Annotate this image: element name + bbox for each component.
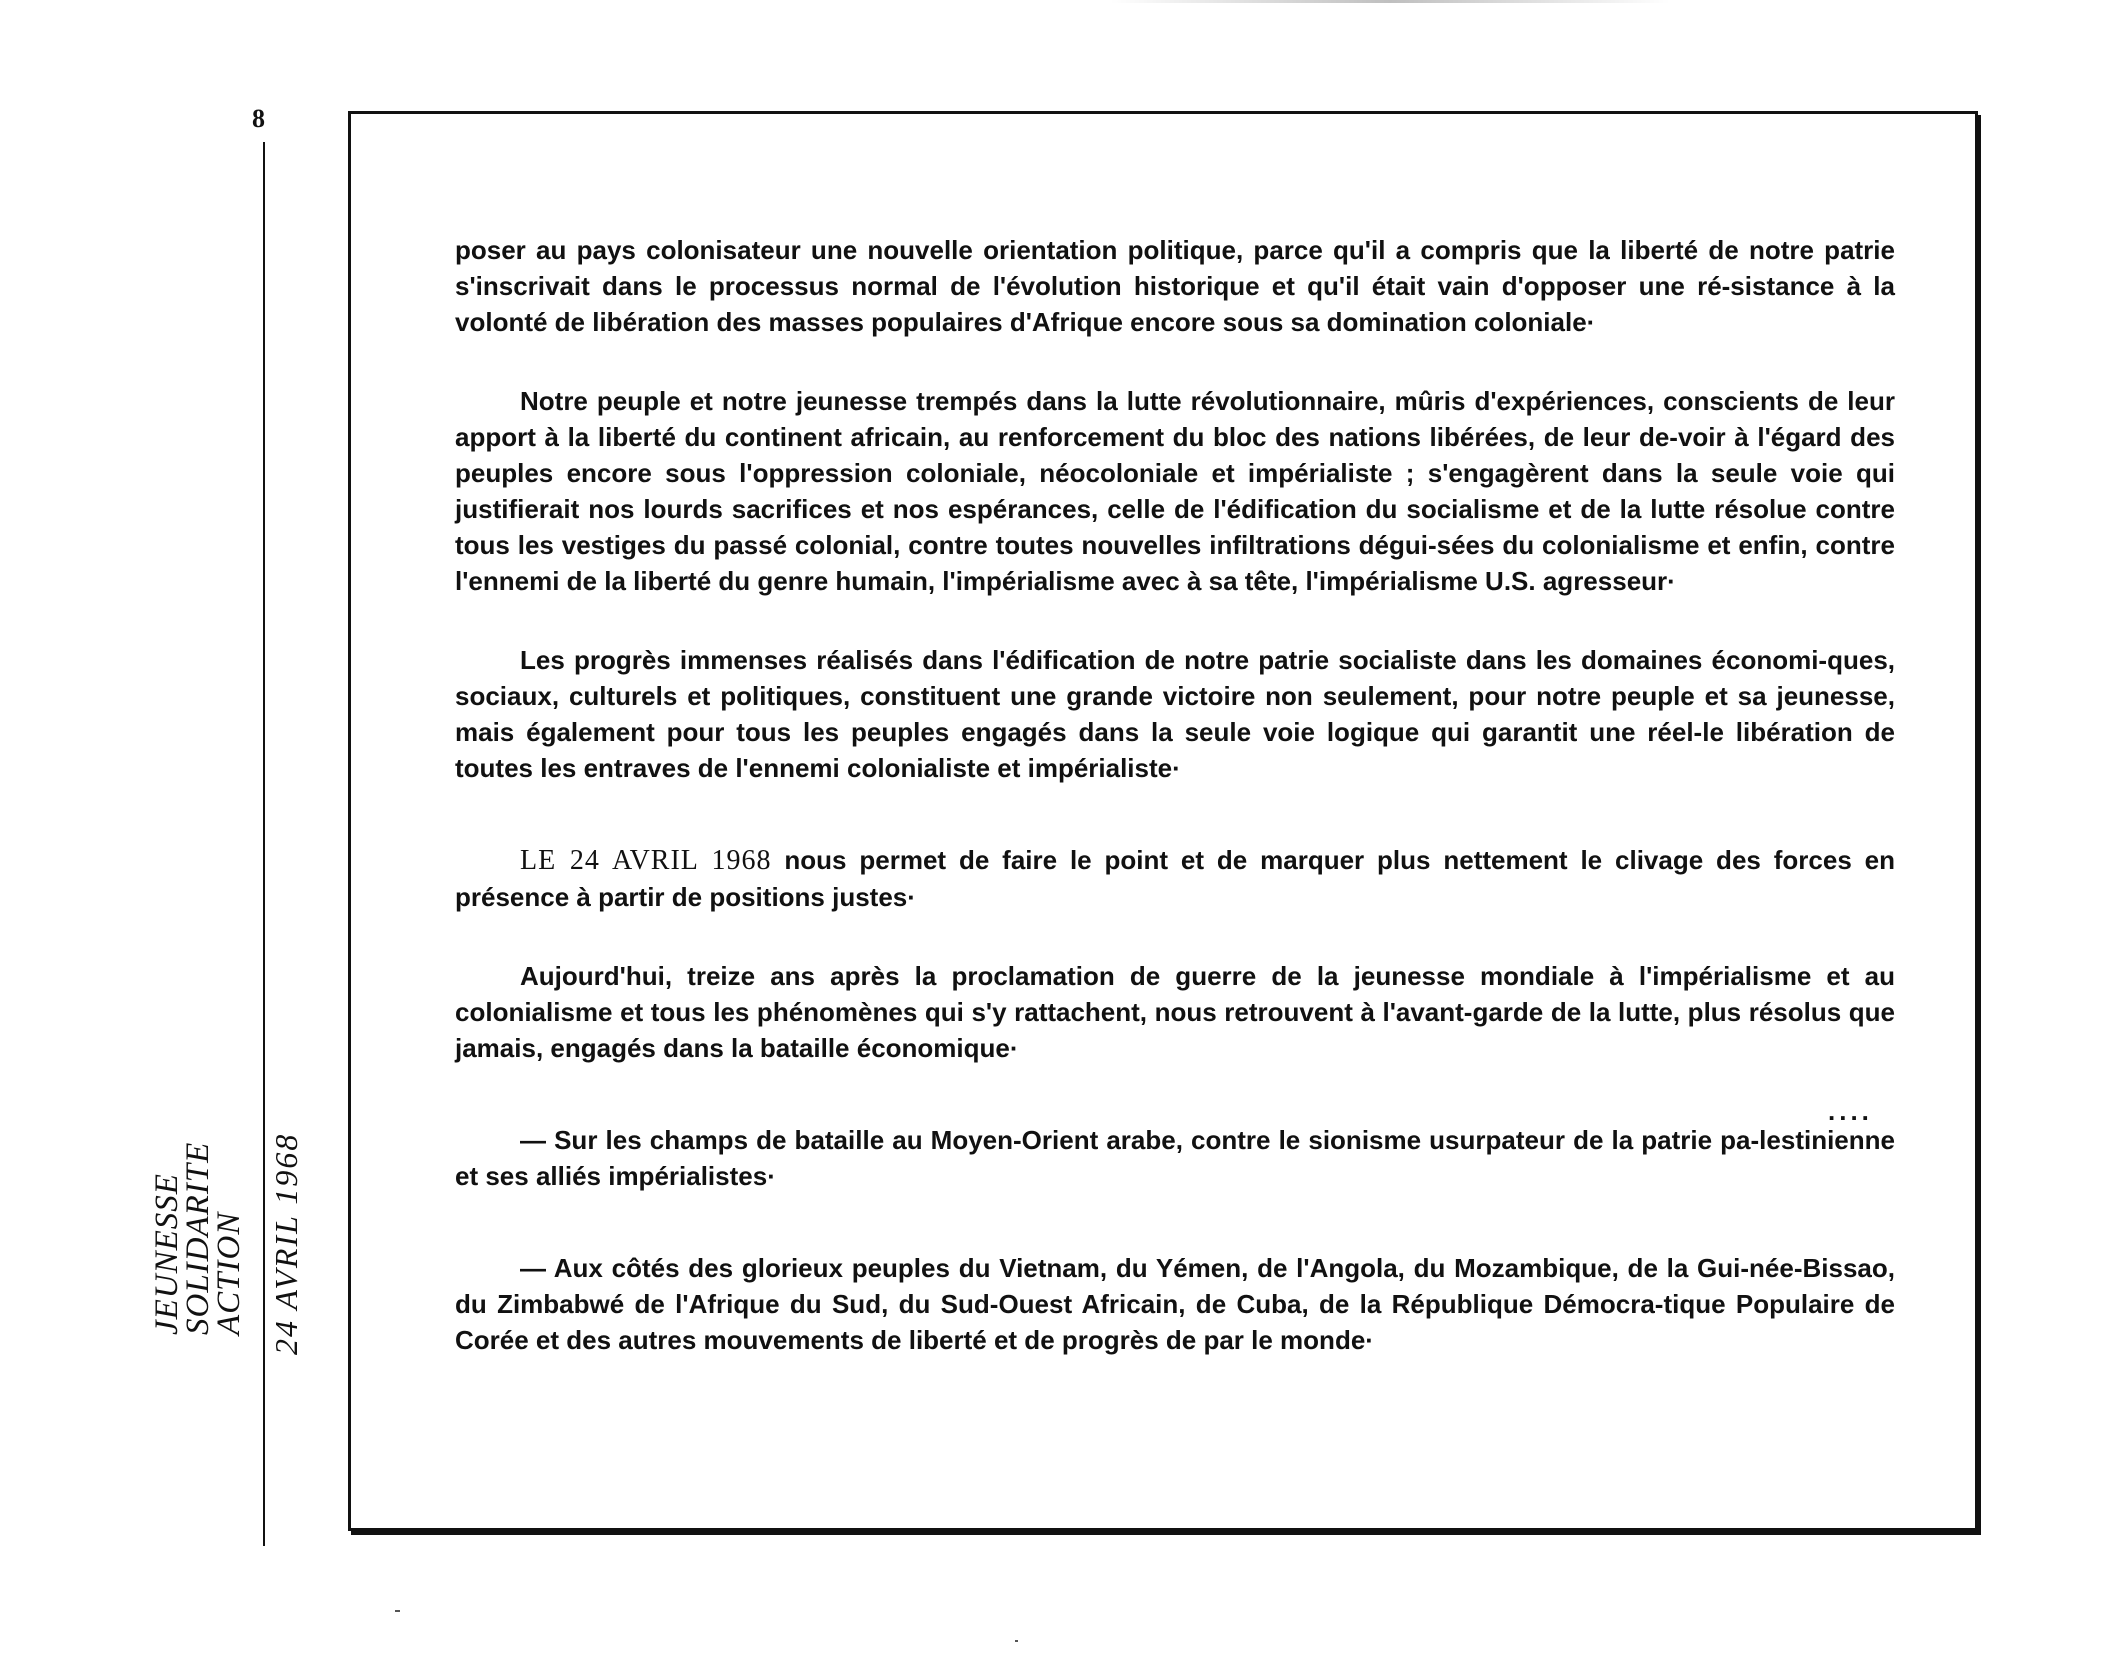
- scan-smudge: [1110, 0, 1670, 3]
- paragraph-5: Aujourd'hui, treize ans après la proclamation de guerre de la jeunesse mondiale à l'impérialisme et au colonialisme et tous les phénomènes qui s'y rattachent, nous retrouvent à l'avant-garde de la lutte, plus résolus que jamais, engagés dans la bataille économique·: [455, 961, 1895, 1063]
- article-body: [455, 232, 1895, 1358]
- paragraph-7: — Aux côtés des glorieux peuples du Vietnam, du Yémen, de l'Angola, du Mozambique, de la Gui-née-Bissao, du Zimbabwé de l'Afrique du Sud, du Sud-Ouest Africain, de Cuba, de la République Démocra-tique Populaire de Corée et des autres mouvements de liberté et de progrès de par le monde·: [455, 1253, 1895, 1355]
- masthead-line-action: ACTION: [211, 1211, 247, 1335]
- issue-date: 24 AVRIL 1968: [268, 1132, 304, 1355]
- paragraph-6: — Sur les champs de bataille au Moyen-Orient arabe, contre le sionisme usurpateur de la patrie pa-lestinienne et ses alliés impérialistes·: [455, 1125, 1895, 1191]
- margin-rule: [263, 142, 265, 1546]
- paragraph-2: Notre peuple et notre jeunesse trempés dans la lutte révolutionnaire, mûris d'expériences, conscients de leur apport à la liberté du continent africain, au renforcement du bloc des nations libérées, de leur de-voir à l'égard des peuples encore sous l'oppression coloniale, néocoloniale et impérialiste ; s'engagèrent dans la seule voie qui justifierait nos lourds sacrifices et nos espérances, celle de l'édification du socialisme et de la lutte résolue contre tous les vestiges du passé colonial, contre toutes nouvelles infiltrations dégui-sées du colonialisme et enfin, contre l'ennemi de la liberté du genre humain, l'impérialisme avec à sa tête, l'impérialisme U.S. agresseur·: [455, 386, 1895, 596]
- masthead: [149, 1141, 247, 1335]
- date-lead: LE 24 AVRIL 1968: [520, 845, 772, 876]
- paragraph-3: Les progrès immenses réalisés dans l'édification de notre patrie socialiste dans les domaines économi-ques, sociaux, culturels et politiques, constituent une grande victoire non seulement, pour notre peuple et sa jeunesse, mais également pour tous les peuples engagés dans la seule voie logique qui garantit une réel-le libération de toutes les entraves de l'ennemi colonialiste et impérialiste·: [455, 645, 1895, 783]
- ellipsis-dots: ....: [1828, 1096, 1873, 1126]
- masthead-line-solidarite: SOLIDARITE: [180, 1141, 216, 1335]
- scan-speck: [395, 1610, 400, 1612]
- paragraph-4: [455, 842, 1895, 915]
- paragraph-1: poser au pays colonisateur une nouvelle orientation politique, parce qu'il a compris que la liberté de notre patrie s'inscrivait dans le processus normal de l'évolution historique et qu'il était vain d'opposer une ré-sistance à la volonté de libération des masses populaires d'Afrique encore sous sa domination coloniale·: [455, 235, 1895, 337]
- page-number: 8: [252, 104, 265, 133]
- paragraph-4-text: nous permet de faire le point et de marquer plus nettement le clivage des forces en présence à partir de positions justes·: [455, 845, 1895, 912]
- masthead-line-jeunesse: JEUNESSE: [149, 1173, 185, 1335]
- scan-speck: [1015, 1640, 1018, 1642]
